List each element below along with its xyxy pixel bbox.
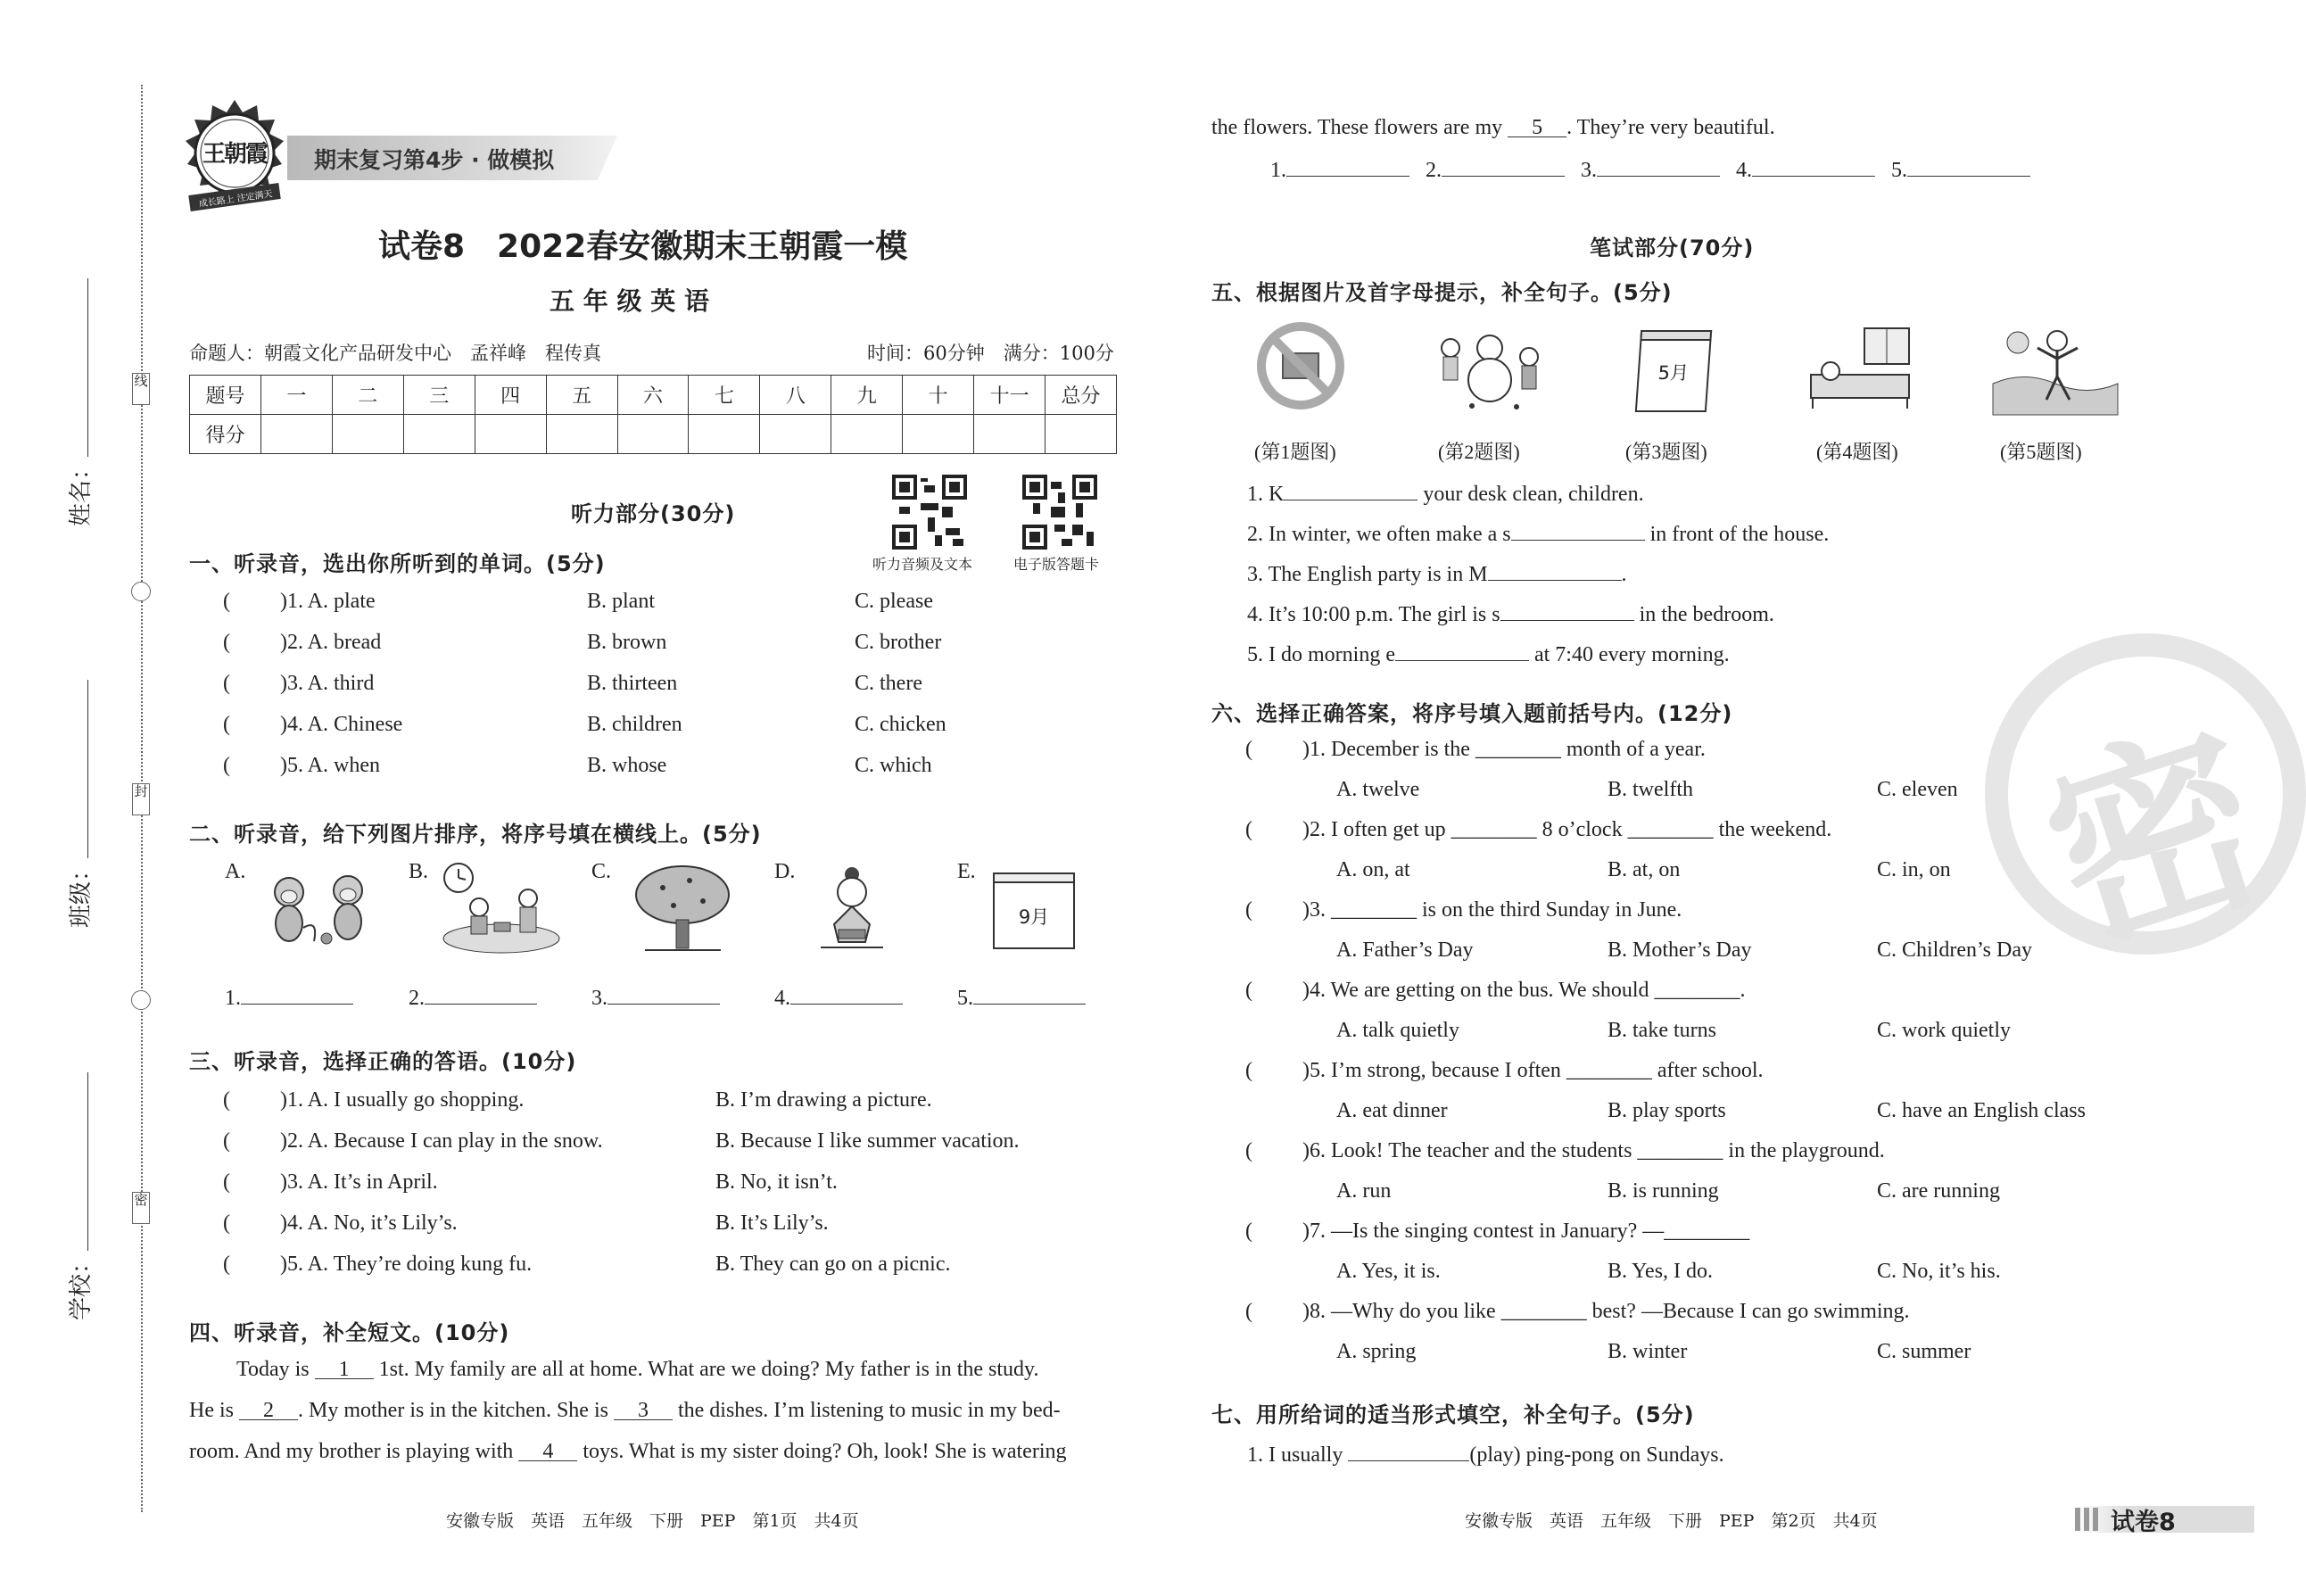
qr-label-answer: 电子版答题卡 [1013, 556, 1100, 573]
s5-item-5: 5. I do morning e at 7:40 every morning. [1247, 638, 1730, 668]
section-7-title: 七、用所给词的适当形式填空，补全句子。(5分) [1211, 1402, 1695, 1427]
s2-letter-a: A. [225, 860, 246, 883]
s6-item-2-question: )2. I often get up ________ 8 o’clock ________ the weekend. [1302, 818, 1832, 841]
s7-item-1: 1. I usually (play) ping-pong on Sundays. [1247, 1438, 1724, 1468]
s2-blank-2[interactable]: 2. [409, 981, 537, 1012]
s6-item-8-a: A. spring [1336, 1340, 1417, 1363]
score-head-cell: 七 [689, 376, 760, 415]
s6-item-8-c: C. summer [1877, 1340, 1971, 1363]
s6-item-6-a: A. run [1336, 1179, 1392, 1203]
s6-item-1-c: C. eleven [1877, 778, 1958, 801]
brand-logo [177, 96, 293, 212]
s5-caption-4: (第4题图) [1816, 441, 1898, 463]
s6-item-7-b: B. Yes, I do. [1608, 1260, 1714, 1283]
s4-passage-line-3: room. And my brother is playing with 4 toys. What is my sister doing? Oh, look! She is watering [189, 1440, 1067, 1463]
score-cell[interactable] [831, 415, 903, 454]
answer-paren[interactable]: ( [1245, 979, 1252, 1002]
s6-item-8-question: )8. —Why do you like ________ best? —Because I can go swimming. [1302, 1300, 1910, 1323]
s1-item-3-b: B. thirteen [587, 672, 678, 695]
score-head-cell: 一 [260, 376, 332, 415]
s1-item-5-b: B. whose [587, 754, 667, 777]
answer-paren[interactable]: ( [1245, 1139, 1252, 1162]
s1-item-3-a: )3. A. third [280, 672, 375, 695]
s3-item-1-b: B. I’m drawing a picture. [715, 1088, 932, 1112]
s6-item-2 [1245, 816, 1831, 843]
s4-blank-5[interactable]: 5 [1508, 114, 1566, 137]
s6-item-7-question: )7. —Is the singing contest in January? —________ [1302, 1220, 1750, 1243]
s6-item-3-a: A. Father’s Day [1336, 939, 1474, 962]
s3-item-5-a: )5. A. They’re doing kung fu. [280, 1253, 533, 1276]
s5-caption-3: (第3题图) [1625, 441, 1707, 463]
s6-item-6-question: )6. Look! The teacher and the students ________ in the playground. [1302, 1139, 1885, 1162]
score-head-cell: 十 [903, 376, 974, 415]
s1-item-2-a: )2. A. bread [280, 631, 382, 654]
score-cell[interactable] [475, 415, 546, 454]
s6-item-7 [1245, 1218, 1749, 1245]
banner-text: 期末复习第4步 · 做模拟 [314, 147, 555, 173]
s3-item-4-b: B. It’s Lily’s. [715, 1211, 829, 1235]
s6-item-2-c: C. in, on [1877, 858, 1951, 881]
paper-tag: 试卷8 [2111, 1509, 2176, 1536]
picture-snowman [1427, 321, 1552, 415]
score-cell[interactable] [403, 415, 475, 454]
s5-item-2: 2. In winter, we often make a s in front of the house. [1247, 517, 1829, 548]
footer-left: 安徽专版 英语 五年级 下册 PEP 第1页 共4页 [446, 1511, 859, 1531]
s4-blank-4[interactable]: 4 [518, 1438, 577, 1461]
s4-answer-3[interactable] [1597, 153, 1720, 177]
s6-item-5-b: B. play sports [1608, 1099, 1726, 1122]
s4-blank-2[interactable]: 2 [239, 1397, 298, 1420]
exam-subtitle: 五 年 级 英 语 [550, 286, 709, 316]
logo-motto-2: 注定满天 [236, 189, 274, 204]
score-head-cell: 总分 [1046, 376, 1117, 415]
s3-item-3 [223, 1169, 438, 1195]
class-label: 班级： [68, 857, 95, 928]
section-1-title: 一、听录音，选出你所听到的单词。(5分) [189, 551, 606, 576]
logo-text: 王朝霞 [202, 141, 267, 168]
s4-passage-line-2: He is 2 . My mother is in the kitchen. She is 3 the dishes. I’m listening to music in my bed- [189, 1399, 1061, 1422]
score-head-cell: 四 [475, 376, 546, 415]
s4-answer-4[interactable] [1752, 153, 1875, 177]
answer-paren[interactable]: ( [223, 1088, 230, 1112]
score-head-cell: 六 [617, 376, 689, 415]
calendar-may-text: 5月 [1657, 362, 1690, 384]
s6-item-4 [1245, 977, 1746, 1004]
s1-item-1-c: C. please [855, 590, 933, 613]
answer-paren[interactable]: ( [223, 1253, 230, 1276]
picture-girl [812, 862, 892, 955]
s5-blank-1[interactable] [1284, 477, 1417, 500]
s4-blank-3[interactable]: 3 [614, 1397, 673, 1420]
score-head-cell: 二 [332, 376, 403, 415]
s5-caption-5: (第5题图) [2000, 441, 2082, 463]
answer-paren[interactable]: ( [223, 754, 230, 777]
listening-heading: 听力部分(30分) [571, 501, 736, 526]
answer-paren[interactable]: ( [1245, 818, 1252, 841]
logo-motto-1: 成长路上 [198, 194, 236, 210]
qr-code-answer[interactable] [1022, 475, 1097, 550]
s6-item-4-c: C. work quietly [1877, 1019, 2011, 1042]
footer-right: 安徽专版 英语 五年级 下册 PEP 第2页 共4页 [1465, 1511, 1878, 1531]
s2-letter-b: B. [409, 860, 429, 883]
s6-item-6-c: C. are running [1877, 1179, 2000, 1203]
s6-item-4-b: B. take turns [1608, 1019, 1716, 1042]
picture-exercising-boy [1993, 321, 2118, 415]
paper-tag-dots [2075, 1508, 2102, 1531]
picture-monkeys [252, 865, 385, 950]
s3-item-2-b: B. Because I like summer vacation. [715, 1129, 1020, 1153]
calendar-september-icon [993, 872, 1075, 949]
section-2-title: 二、听录音，给下列图片排序，将序号填在横线上。(5分) [189, 822, 762, 847]
s6-item-1 [1245, 736, 1706, 763]
s1-item-3 [223, 670, 374, 697]
s1-item-3-c: C. there [855, 672, 922, 695]
s2-letter-d: D. [774, 860, 796, 883]
picture-no-mess [1256, 321, 1345, 410]
s6-item-8-b: B. winter [1608, 1340, 1688, 1363]
school-label: 学校： [68, 1250, 95, 1320]
s1-item-2-b: B. brown [587, 631, 667, 654]
section-4-title: 四、听录音，补全短文。(10分) [189, 1320, 510, 1345]
score-header-row [190, 376, 1117, 415]
s4-answer-1[interactable] [1286, 153, 1409, 177]
s6-item-7-c: C. No, it’s his. [1877, 1260, 2001, 1283]
score-head-cell: 五 [546, 376, 617, 415]
answer-paren[interactable]: ( [223, 713, 230, 736]
binding-circle-1 [131, 582, 151, 601]
s7-blank-1[interactable] [1348, 1438, 1469, 1461]
s6-item-4-a: A. talk quietly [1336, 1019, 1459, 1042]
binding-mark-seal: 封 [132, 783, 150, 815]
s6-item-1-question: )1. December is the ________ month of a year. [1302, 738, 1706, 761]
secret-stamp-text: 密 [2021, 694, 2291, 985]
binding-mark-secret: 密 [132, 1192, 150, 1224]
s1-item-1 [223, 588, 376, 615]
exam-title: 试卷8 2022春安徽期末王朝霞一模 [378, 228, 908, 265]
s1-item-1-a: )1. A. plate [280, 590, 376, 613]
score-cell[interactable] [903, 415, 974, 454]
s3-item-5-b: B. They can go on a picnic. [715, 1253, 951, 1276]
picture-picnic [439, 858, 564, 956]
score-cell[interactable] [546, 415, 617, 454]
s6-item-5-c: C. have an English class [1877, 1099, 2086, 1122]
s5-blank-3[interactable] [1488, 558, 1622, 581]
school-field[interactable] [62, 1053, 98, 1320]
s5-item-1: 1. K your desk clean, children. [1247, 477, 1644, 508]
picture-sleeping-girl [1802, 321, 1927, 415]
s3-item-5 [223, 1251, 532, 1278]
s6-item-2-a: A. on, at [1336, 858, 1410, 881]
section-5-title: 五、根据图片及首字母提示，补全句子。(5分) [1211, 280, 1673, 305]
s5-item-4: 4. It’s 10:00 p.m. The girl is s in the bedroom. [1247, 598, 1774, 628]
s1-item-4 [223, 711, 402, 738]
s6-item-6-b: B. is running [1608, 1179, 1719, 1203]
s1-item-4-b: B. children [587, 713, 682, 736]
s2-blank-4[interactable]: 4. [774, 981, 903, 1012]
score-value-row [190, 415, 1117, 454]
s3-item-1-a: )1. A. I usually go shopping. [280, 1088, 525, 1112]
s5-blank-5[interactable] [1395, 638, 1529, 661]
score-cell[interactable] [689, 415, 760, 454]
s2-blank-3[interactable]: 3. [591, 981, 720, 1012]
answer-paren[interactable]: ( [1245, 1059, 1252, 1082]
score-cell[interactable] [760, 415, 831, 454]
exam-time-score: 时间：60分钟 满分：100分 [867, 343, 1114, 364]
answer-paren[interactable]: ( [223, 672, 230, 695]
s5-caption-2: (第2题图) [1438, 441, 1520, 463]
s2-blank-1[interactable]: 1. [225, 981, 353, 1012]
s2-blank-5[interactable]: 5. [957, 981, 1086, 1012]
s6-item-6 [1245, 1137, 1885, 1164]
s4-answer-2[interactable] [1442, 153, 1565, 177]
answer-paren[interactable]: ( [1245, 1220, 1252, 1243]
answer-paren[interactable]: ( [223, 1129, 230, 1153]
s3-item-2-a: )2. A. Because I can play in the snow. [280, 1129, 603, 1153]
s5-item-3: 3. The English party is in M . [1247, 558, 1627, 588]
answer-paren[interactable]: ( [223, 1211, 230, 1235]
s1-item-5 [223, 752, 380, 779]
answer-paren[interactable]: ( [223, 1170, 230, 1194]
binding-mark-line: 线 [132, 373, 150, 405]
section-3-title: 三、听录音，选择正确的答语。(10分) [189, 1049, 577, 1074]
s6-item-4-question: )4. We are getting on the bus. We should ________. [1302, 979, 1746, 1002]
s6-item-3-question: )3. ________ is on the third Sunday in June. [1302, 898, 1682, 922]
s6-item-8 [1245, 1298, 1910, 1325]
s1-item-2 [223, 629, 381, 656]
answer-paren[interactable]: ( [223, 590, 230, 613]
s4-answer-row: 1. 2. 3. 4. 5. [1270, 153, 2030, 184]
s5-blank-2[interactable] [1511, 517, 1645, 541]
score-row-label: 得分 [190, 415, 261, 454]
s3-item-3-a: )3. A. It’s in April. [280, 1170, 438, 1194]
s3-item-2 [223, 1128, 603, 1154]
score-table [189, 375, 1117, 454]
section-6-title: 六、选择正确答案，将序号填入题前括号内。(12分) [1211, 701, 1733, 726]
s6-item-5 [1245, 1057, 1764, 1084]
score-head-cell: 三 [403, 376, 475, 415]
s5-caption-1: (第1题图) [1254, 441, 1336, 463]
s6-item-5-a: A. eat dinner [1336, 1099, 1448, 1122]
s4-passage-line-1: Today is 1 1st. My family are all at home. What are we doing? My father is in the study. [236, 1358, 1039, 1381]
s3-item-4 [223, 1210, 458, 1236]
answer-paren[interactable]: ( [1245, 898, 1252, 922]
s1-item-4-c: C. chicken [855, 713, 946, 736]
s4-passage-line-4: the flowers. These flowers are my 5 . They’re very beautiful. [1211, 116, 1775, 139]
writing-heading: 笔试部分(70分) [1590, 236, 1755, 260]
s1-item-4-a: )4. A. Chinese [280, 713, 403, 736]
s6-item-1-b: B. twelfth [1608, 778, 1693, 801]
s1-item-2-c: C. brother [855, 631, 942, 654]
answer-paren[interactable]: ( [1245, 1300, 1252, 1323]
name-label: 姓名： [68, 456, 95, 526]
score-head-cell: 九 [831, 376, 903, 415]
qr-label-audio: 听力音频及文本 [872, 556, 973, 573]
s5-blank-4[interactable] [1500, 598, 1634, 621]
s1-item-5-a: )5. A. when [280, 754, 380, 777]
s3-item-3-b: B. No, it isn’t. [715, 1170, 838, 1194]
exam-authors: 命题人：朝霞文化产品研发中心 孟祥峰 程传真 [189, 343, 601, 364]
s2-letter-e: E. [957, 860, 976, 883]
s3-item-1 [223, 1087, 524, 1113]
qr-code-audio[interactable] [892, 475, 967, 550]
answer-paren[interactable]: ( [1245, 738, 1252, 761]
score-head-cell: 八 [760, 376, 831, 415]
s6-item-1-a: A. twelve [1336, 778, 1420, 801]
s1-item-5-c: C. which [855, 754, 932, 777]
s4-blank-1[interactable]: 1 [315, 1356, 374, 1379]
secret-stamp [1985, 633, 2306, 985]
score-cell[interactable] [1046, 415, 1117, 454]
name-field[interactable] [62, 259, 98, 526]
score-head-cell: 题号 [190, 376, 261, 415]
s6-item-2-b: B. at, on [1608, 858, 1681, 881]
class-field[interactable] [62, 660, 98, 928]
score-cell[interactable] [260, 415, 332, 454]
score-head-cell: 十一 [974, 376, 1046, 415]
answer-paren[interactable]: ( [223, 631, 230, 654]
score-cell[interactable] [974, 415, 1046, 454]
score-cell[interactable] [332, 415, 403, 454]
s6-item-3-b: B. Mother’s Day [1608, 939, 1752, 962]
s6-item-7-a: A. Yes, it is. [1336, 1260, 1441, 1283]
binding-circle-2 [131, 990, 151, 1010]
calendar-may-icon [1635, 330, 1712, 412]
s6-item-5-question: )5. I’m strong, because I often ________ after school. [1302, 1059, 1764, 1082]
s6-item-3-c: C. Children’s Day [1877, 939, 2032, 962]
calendar-september-text: 9月 [1018, 906, 1050, 928]
s2-letter-c: C. [591, 860, 612, 883]
s4-answer-5[interactable] [1907, 153, 2030, 177]
s3-item-4-a: )4. A. No, it’s Lily’s. [280, 1211, 458, 1235]
s6-item-3 [1245, 897, 1682, 923]
picture-tree [627, 861, 739, 955]
s1-item-1-b: B. plant [587, 590, 655, 613]
score-cell[interactable] [617, 415, 689, 454]
